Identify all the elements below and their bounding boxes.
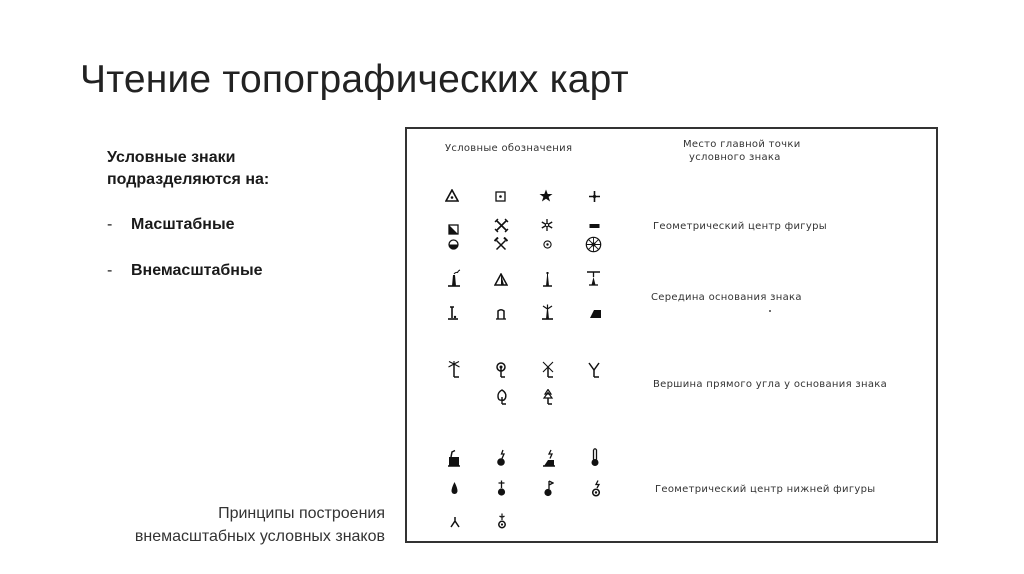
star-icon xyxy=(539,189,553,202)
spring-icon xyxy=(497,513,507,529)
windmill-small-icon xyxy=(541,361,555,378)
tower-icon xyxy=(542,271,553,287)
print-dot xyxy=(769,310,771,312)
windmill-icon xyxy=(586,269,601,286)
fork-tree-icon xyxy=(588,362,601,378)
half-square-icon xyxy=(448,224,459,235)
bullet-label: Внемасштабные xyxy=(131,262,263,279)
drop-icon xyxy=(450,481,459,496)
bullet-nonscale xyxy=(107,262,263,280)
asterisk-icon xyxy=(541,219,553,231)
gate-icon xyxy=(495,308,507,320)
legend-header-left: Условные обозначения xyxy=(445,143,573,154)
bullet-dash: - xyxy=(107,216,113,233)
branch-icon xyxy=(449,516,461,528)
row-label: Геометрический центр нижней фигуры xyxy=(655,484,876,495)
row-label: Середина основания знака xyxy=(651,292,802,303)
cross-icon xyxy=(589,191,600,202)
bullet-label: Масштабные xyxy=(131,216,235,233)
round-tree-icon xyxy=(496,389,508,405)
dot-circle-icon xyxy=(543,240,552,249)
wheel-icon xyxy=(585,236,602,253)
thermometer-icon xyxy=(590,447,600,467)
tree-stump-icon xyxy=(540,304,555,320)
caption-line: внемасштабных условных знаков xyxy=(134,528,385,545)
conifer-icon xyxy=(542,389,554,405)
station-icon xyxy=(447,449,461,467)
lightning-step-icon xyxy=(542,449,556,467)
lightning-bulb-icon xyxy=(591,480,602,497)
legend-header-right xyxy=(683,138,801,164)
bullet-scale xyxy=(107,216,235,234)
row-label: Геометрический центр фигуры xyxy=(653,221,827,232)
slide-title: Чтение топографических карт xyxy=(80,58,629,101)
legend-figure xyxy=(405,127,938,543)
caption-line: Принципы построения xyxy=(218,505,385,522)
flag-drop-icon xyxy=(543,480,554,497)
row-label: Вершина прямого угла у основания знака xyxy=(653,379,888,390)
crossed-pickaxes-icon xyxy=(494,218,509,233)
bar-icon xyxy=(589,223,600,229)
half-circle-icon xyxy=(448,239,459,250)
lightning-drop-icon xyxy=(496,449,508,467)
ramp-icon xyxy=(589,308,602,319)
palm-icon xyxy=(447,361,461,378)
triangle-point-icon xyxy=(445,189,459,202)
caption xyxy=(100,502,385,548)
legend-header-right-line: Место главной точки xyxy=(683,139,801,150)
tent-icon xyxy=(494,273,508,286)
pin-tree-icon xyxy=(495,362,507,378)
bullet-dash: - xyxy=(107,262,113,279)
square-point-icon xyxy=(495,191,506,202)
mine-hammers-icon xyxy=(494,237,508,251)
cross-drop-icon xyxy=(496,480,507,497)
monument-icon xyxy=(447,306,459,320)
intro-text: Условные знаки подразделяются на: xyxy=(107,149,270,188)
legend-header-right-line: условного знака xyxy=(689,152,781,163)
factory-chimney-icon xyxy=(447,269,461,287)
